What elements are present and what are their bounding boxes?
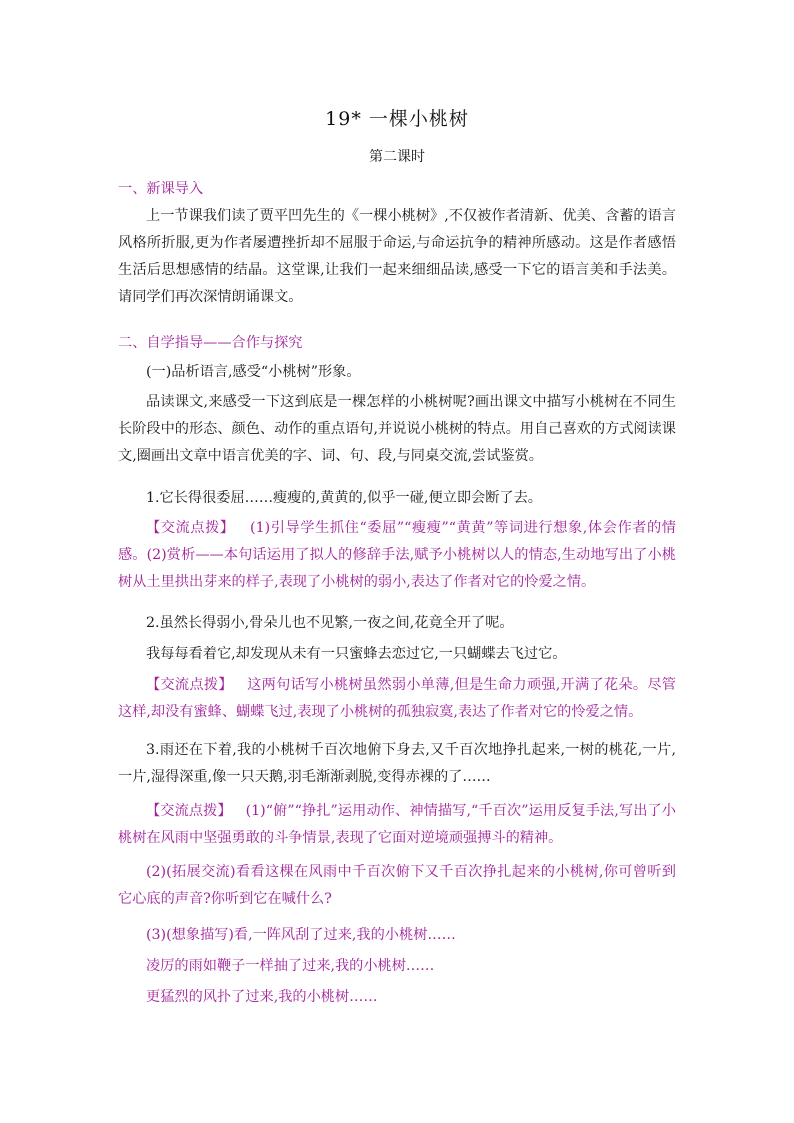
discussion-tag: 【交流点拨】 (146, 803, 232, 819)
discussion-2-text: 这两句话写小桃树虽然弱小单薄,但是生命力顽强,开满了花朵。尽管这样,却没有蜜蜂、蝴蝶飞过,表现了小桃树的孤独寂寞,表达了作者对它的怜爱之情。 (118, 677, 676, 720)
discussion-2 (118, 672, 676, 726)
quote-2a: 2.虽然长得弱小,骨朵儿也不见繁,一夜之间,花竟全开了呢。 (146, 615, 514, 631)
subsection-heading: (一)品析语言,感受“小桃树”形象。 (146, 364, 361, 380)
discussion-3-text: (1)“俯”“挣扎”运用动作、神情描写,“千百次”运用反复手法,写出了小桃树在风雨中坚强勇敢的斗争情景,表现了它面对逆境顽强搏斗的精神。 (118, 803, 676, 846)
discussion-tag: 【交流点拨】 (146, 677, 233, 693)
extension-question: (2)(拓展交流)看看这棵在风雨中千百次俯下又千百次挣扎起来的小桃树,你可曾听到它心底的声音?你听到它在喊什么? (118, 864, 676, 907)
imagination-prompt-1: (3)(想象描写)看,一阵风刮了过来,我的小桃树…… (146, 927, 456, 943)
discussion-1 (118, 515, 676, 596)
discussion-3 (118, 798, 676, 852)
section-heading-1: 一、新课导入 (118, 181, 204, 197)
discussion-tag: 【交流点拨】 (146, 520, 235, 536)
page-subtitle: 第二课时 (369, 149, 425, 165)
section-heading-2: 二、自学指导——合作与探究 (118, 335, 303, 351)
quote-2b: 我每每看着它,却发现从未有一只蜜蜂去恋过它,一只蝴蝶去飞过它。 (146, 646, 567, 662)
intro-paragraph: 上一节课我们读了贾平凹先生的《一棵小桃树》,不仅被作者清新、优美、含蓄的语言风格所折服,更为作者屡遭挫折却不屈服于命运,与命运抗争的精神所感动。这是作者感悟生活后思想感情的结晶。这堂课,让我们一起来细细品读,感受一下它的语言美和手法美。请同学们再次深情朗诵课文。 (118, 208, 676, 305)
reading-instruction: 品读课文,来感受一下这到底是一棵怎样的小桃树呢?画出课文中描写小桃树在不同生长阶段中的形态、颜色、动作的重点语句,并说说小桃树的特点。用自己喜欢的方式阅读课文,圈画出文章中语言优美的字、词、句、段,与同桌交流,尝试鉴赏。 (118, 394, 676, 464)
page-title: 19* 一棵小桃树 (325, 108, 469, 130)
quote-3: 3.雨还在下着,我的小桃树千百次地俯下身去,又千百次地挣扎起来,一树的桃花,一片,一片,湿得深重,像一只天鹅,羽毛渐渐剥脱,变得赤裸的了…… (118, 742, 676, 785)
imagination-prompt-2: 凌厉的雨如鞭子一样抽了过来,我的小桃树…… (146, 958, 435, 974)
quote-1: 1.它长得很委屈……瘦瘦的,黄黄的,似乎一碰,便立即会断了去。 (146, 490, 542, 506)
discussion-1-text: (1)引导学生抓住“委屈”“瘦瘦”“黄黄”等词进行想象,体会作者的情感。(2)赏析——本句话运用了拟人的修辞手法,赋予小桃树以人的情态,生动地写出了小桃树从土里拱出芽来的样子,表现了小桃树的弱小,表达了作者对它的怜爱之情。 (118, 520, 676, 590)
imagination-prompt-3: 更猛烈的风扑了过来,我的小桃树…… (146, 989, 378, 1005)
